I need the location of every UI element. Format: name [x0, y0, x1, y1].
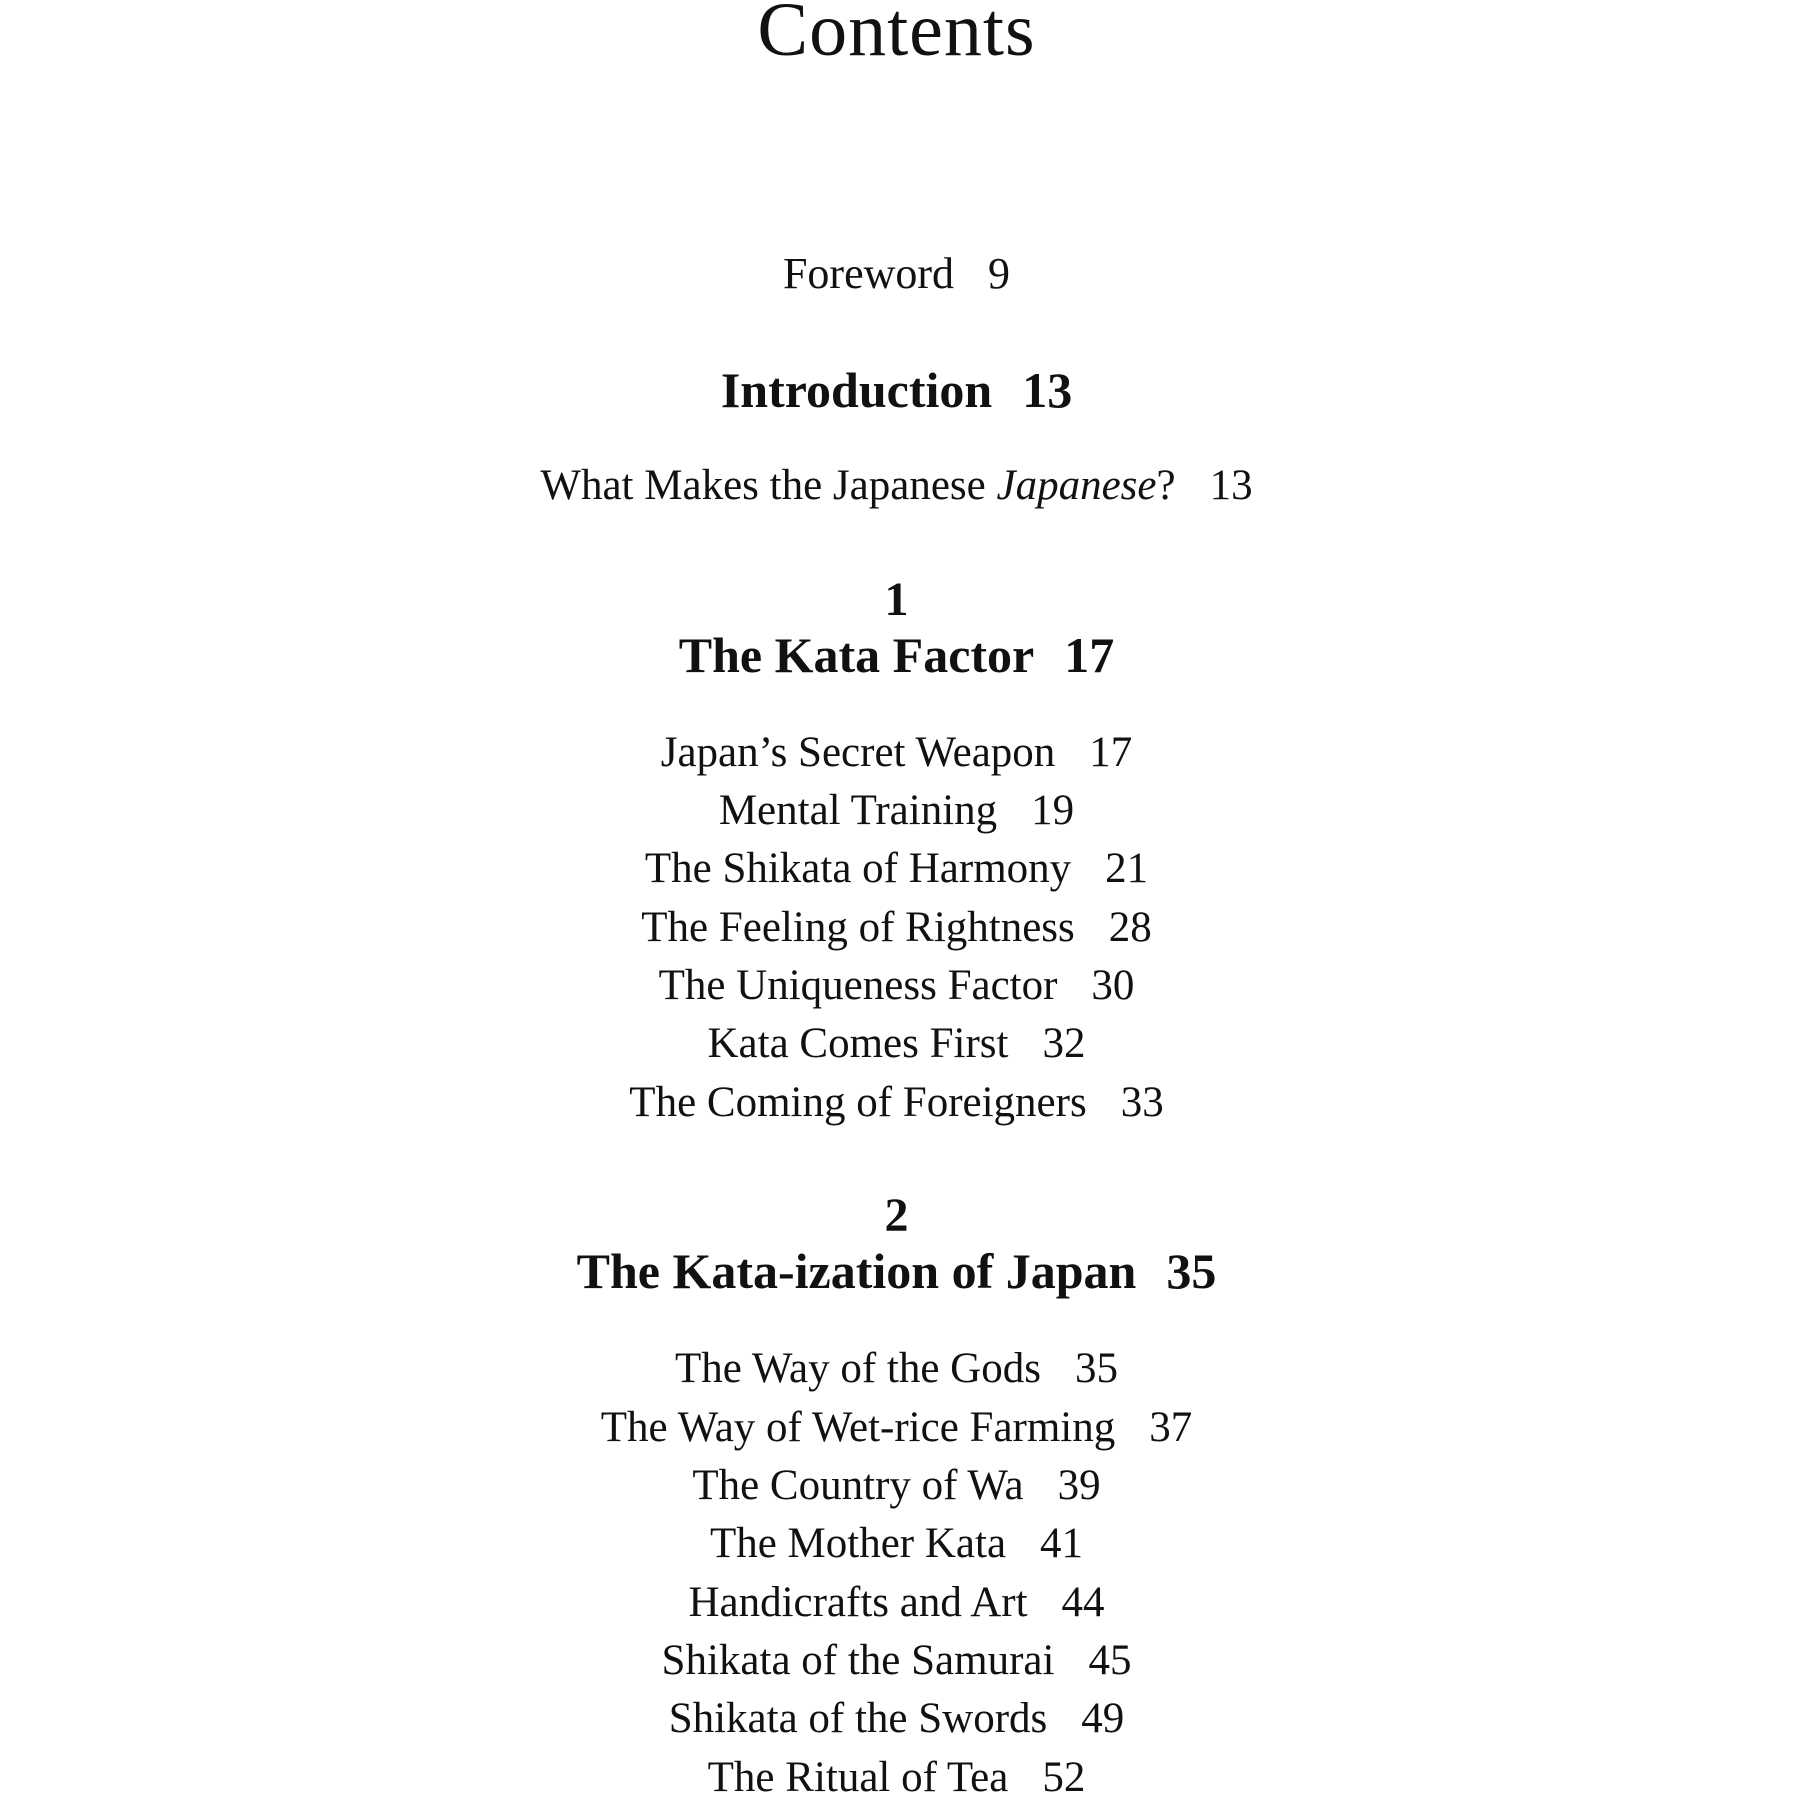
- toc-entry[interactable]: [0, 1581, 1793, 1624]
- toc-entry[interactable]: [0, 1639, 1793, 1682]
- toc-entry-label: The Uniqueness Factor: [658, 962, 1058, 1009]
- toc-entry-page: 28: [1108, 904, 1152, 951]
- toc-entry-page: 37: [1149, 1404, 1193, 1451]
- toc-entry-label: Shikata of the Samurai: [661, 1637, 1055, 1684]
- toc-entry[interactable]: [0, 1081, 1793, 1124]
- toc-entry-label: Shikata of the Swords: [668, 1695, 1048, 1742]
- toc-entry-label: The Country of Wa: [692, 1462, 1024, 1509]
- toc-chapter-2-title[interactable]: [0, 1243, 1793, 1299]
- toc-entry-page: 45: [1088, 1637, 1132, 1684]
- toc-entry-page: 39: [1057, 1462, 1101, 1509]
- toc-heading-label: Introduction: [720, 362, 993, 418]
- toc-entry-page: 32: [1042, 1020, 1086, 1067]
- toc-entry-page: 44: [1061, 1579, 1105, 1626]
- toc-entry-page: 41: [1040, 1520, 1084, 1567]
- toc-entry-label: Japan’s Secret Weapon: [660, 729, 1056, 776]
- page-title: Contents: [757, 0, 1036, 72]
- toc-entry-page: 19: [1031, 787, 1075, 834]
- toc-entry[interactable]: [0, 906, 1793, 949]
- chapter-number: 2: [884, 1189, 909, 1242]
- toc-heading-page: 17: [1064, 627, 1115, 683]
- toc-entry-page: 21: [1105, 845, 1149, 892]
- toc-entry-label: The Way of the Gods: [675, 1345, 1041, 1392]
- toc-entry-page: 52: [1042, 1754, 1086, 1801]
- toc-entry-page: 35: [1074, 1345, 1118, 1392]
- toc-entry-label: Handicrafts and Art: [688, 1579, 1028, 1626]
- toc-entry[interactable]: [0, 731, 1793, 774]
- toc-introduction-title[interactable]: [0, 362, 1793, 418]
- toc-entry[interactable]: [0, 789, 1793, 832]
- toc-entry-label: The Ritual of Tea: [707, 1754, 1009, 1801]
- toc-entry[interactable]: [0, 1464, 1793, 1507]
- toc-heading-page: 13: [1022, 362, 1073, 418]
- toc-entry-label: What Makes the Japanese Japanese?: [540, 462, 1176, 509]
- toc-entry[interactable]: [0, 847, 1793, 890]
- toc-entry-page: 17: [1089, 729, 1133, 776]
- toc-entry-label: The Shikata of Harmony: [644, 845, 1072, 892]
- toc-entry-what-makes[interactable]: [0, 464, 1793, 507]
- toc-entry-label: Foreword: [782, 249, 955, 298]
- toc-entry-label: Mental Training: [718, 787, 998, 834]
- toc-heading-page: 35: [1166, 1243, 1217, 1299]
- toc-entry[interactable]: [0, 1347, 1793, 1390]
- toc-entry-foreword[interactable]: [0, 249, 1793, 298]
- toc-entry-label: The Mother Kata: [709, 1520, 1007, 1567]
- toc-entry-page: 9: [988, 249, 1011, 298]
- toc-entry-page: 13: [1209, 462, 1253, 509]
- toc-entry[interactable]: [0, 1522, 1793, 1565]
- chapter-number: 1: [884, 573, 909, 626]
- toc-entry[interactable]: [0, 1406, 1793, 1449]
- toc-chapter-1-title[interactable]: [0, 627, 1793, 683]
- toc-heading-label: The Kata Factor: [678, 627, 1035, 683]
- toc-entry-page: 49: [1081, 1695, 1125, 1742]
- toc-entry-page: 33: [1120, 1079, 1164, 1126]
- toc-entry-label: The Coming of Foreigners: [629, 1079, 1087, 1126]
- toc-entry-label: The Feeling of Rightness: [641, 904, 1075, 951]
- toc-entry-label: Kata Comes First: [707, 1020, 1009, 1067]
- toc-entry[interactable]: [0, 964, 1793, 1007]
- toc-entry-page: 30: [1091, 962, 1135, 1009]
- toc-entry-label: The Way of Wet-rice Farming: [600, 1404, 1116, 1451]
- toc-entry[interactable]: [0, 1022, 1793, 1065]
- toc-entry[interactable]: [0, 1697, 1793, 1740]
- toc-heading-label: The Kata-ization of Japan: [576, 1243, 1137, 1299]
